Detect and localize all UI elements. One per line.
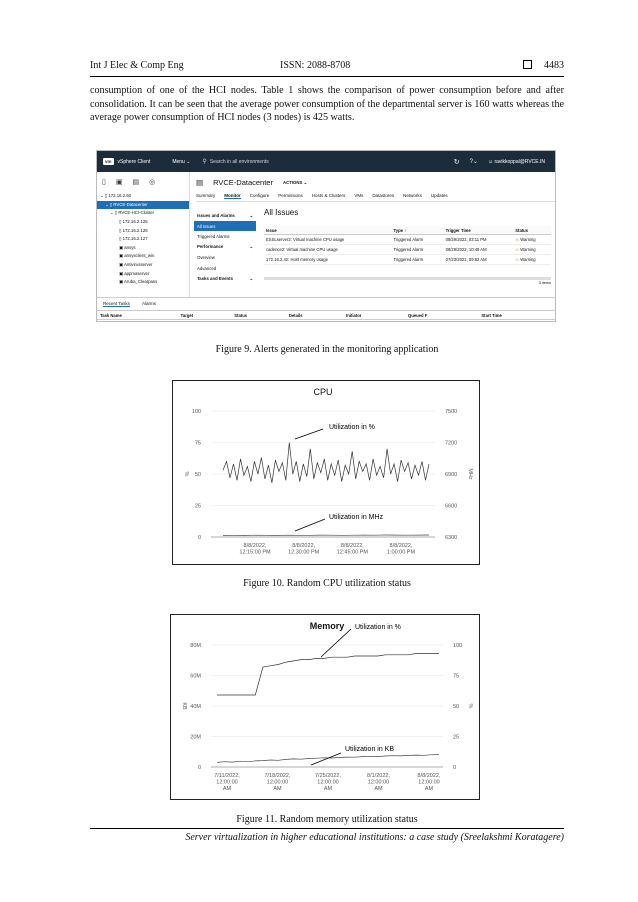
y-axis-label: KB (181, 702, 187, 710)
object-tabs (196, 193, 555, 202)
square-icon (523, 60, 532, 69)
y-tick-label: 0 (197, 535, 201, 541)
y-tick-label: 60M (190, 673, 201, 680)
x-tick-label: 8/1/2022, 12:00:00 AM (367, 773, 390, 792)
y2-tick-label: 100 (453, 643, 463, 649)
running-footer: Server virtualization in higher educational institutions: a case study (Sreelakshmi Koratagere) (185, 832, 564, 843)
tree-item[interactable]: ▯ 172.16.2.125 (119, 219, 148, 225)
issues-alarms-header[interactable]: Issues and Alarms ⌄ (197, 212, 253, 218)
series-line-pct (223, 443, 429, 483)
tab-vms[interactable]: VMs (354, 193, 364, 198)
y2-tick-label: 25 (453, 734, 460, 741)
search-icon: ⚲ (202, 159, 207, 165)
recent-tabs (97, 298, 555, 310)
y2-tick-label: 6600 (445, 503, 458, 510)
tab-configure[interactable]: Configure (249, 193, 270, 198)
y-axis-label: % (183, 471, 189, 477)
col-initiator[interactable]: Initiator (343, 311, 405, 320)
col-trigger-time[interactable]: Trigger Time (444, 226, 514, 235)
datacenter-name: RVCE-Datacenter (213, 178, 273, 187)
chart-title: Memory (309, 621, 345, 631)
tree-item[interactable]: ▣ appmaserver (119, 270, 150, 276)
tree-item[interactable]: ▣ ansys (119, 244, 136, 250)
y2-tick-label: 7500 (445, 409, 458, 415)
items-count: 3 items (538, 281, 551, 285)
tab-alarms[interactable]: Alarms (141, 301, 156, 306)
x-tick-label: 8/8/2022, 12:45:00 PM (336, 543, 368, 556)
table-row[interactable]: 172.16.2.42: Host memory usage Triggered Alarm 07/23/2022, 09:52 AM ⚠ Warning (264, 255, 551, 265)
col-queued-for[interactable]: Queued F (405, 311, 478, 320)
vsphere-topbar (97, 151, 555, 172)
page-number: 4483 (544, 60, 564, 71)
chevron-down-icon: ⌄ (249, 212, 253, 218)
tab-networks[interactable]: Networks (403, 193, 422, 198)
y-tick-label: 50 (194, 472, 201, 478)
figure-9-caption: Figure 9. Alerts generated in the monitoring application (215, 344, 439, 355)
y-tick-label: 80M (190, 643, 201, 649)
issues-panel (264, 208, 551, 285)
y2-tick-label: 7200 (445, 440, 458, 447)
object-title (196, 178, 555, 187)
chevron-down-icon: ⌄ (186, 158, 191, 165)
chevron-down-icon: ⌄ (249, 244, 253, 250)
warning-icon: ⚠ (515, 237, 520, 242)
search-box[interactable] (202, 158, 268, 165)
tree-item[interactable]: ▣ ansysclient_win (119, 253, 155, 259)
annotation-arrow (295, 519, 325, 531)
vms-icon[interactable]: ▣ (115, 179, 123, 186)
tasks-events-header[interactable]: Tasks and Events ⌄ (197, 275, 253, 281)
y2-tick-label: 0 (453, 765, 457, 771)
col-status[interactable]: Status (231, 311, 286, 320)
figure-10-chart (172, 380, 480, 565)
issues-title: All Issues (264, 208, 299, 217)
x-tick-label: 8/8/2022, 12:15:00 PM (239, 543, 271, 556)
annotation-arrow (295, 429, 323, 439)
performance-header[interactable]: Performance ⌄ (197, 244, 253, 250)
inventory-tree (97, 192, 189, 287)
figure-11-chart (170, 614, 480, 800)
annotation-arrow (311, 753, 341, 765)
y-tick-label: 75 (194, 440, 201, 447)
annotation-utilization-kb: Utilization in KB (345, 746, 395, 753)
network-icon[interactable]: ◎ (149, 179, 156, 186)
memory-chart-svg (171, 615, 479, 799)
x-tick-label: 8/8/2022, 12:30:00 PM (288, 543, 320, 556)
topbar-right (454, 158, 545, 166)
warning-icon: ⚠ (515, 257, 520, 262)
col-start-time[interactable]: Start Time (478, 311, 555, 320)
cpu-chart-svg (173, 381, 479, 564)
x-tick-label: 8/8/2022, 12:00:00 AM (417, 773, 441, 792)
issues-table (264, 226, 551, 265)
menu-button[interactable] (172, 159, 190, 165)
actions-menu[interactable]: ACTIONS ⌄ (282, 179, 308, 185)
footer-rule (90, 828, 564, 829)
y-tick-label: 100 (191, 409, 201, 415)
hosts-icon[interactable]: ▯ (102, 179, 106, 186)
recent-tasks-panel (97, 297, 555, 322)
search-placeholder: Search in all environments (209, 158, 269, 165)
chevron-down-icon: ⌄ (249, 275, 253, 281)
tree-item[interactable]: ⌄ ▯ 172.16.2.60 (100, 193, 132, 199)
user-menu[interactable] (488, 159, 545, 165)
main-panel (190, 172, 555, 297)
tab-updates[interactable]: Updates (430, 193, 448, 198)
submenu-triggered-alarms[interactable]: Triggered Alarms (197, 233, 230, 239)
figure-11-caption: Figure 11. Random memory utilization status (236, 814, 418, 825)
figure-10-caption: Figure 10. Random CPU utilization status (243, 578, 411, 589)
x-tick-label: 7/25/2022, 12:00:00 AM (315, 773, 341, 792)
tree-item[interactable]: ▣ Antivirusserver (119, 262, 153, 268)
recent-tasks-table (97, 310, 555, 320)
col-status[interactable]: Status (513, 226, 551, 235)
inventory-sidebar (97, 172, 190, 297)
col-target[interactable]: Target (178, 311, 232, 320)
x-tick-label: 8/8/2022, 1:00:00 PM (386, 543, 416, 556)
col-details[interactable]: Details (286, 311, 343, 320)
help-icon[interactable]: ?⌄ (469, 159, 478, 165)
warning-icon: ⚠ (515, 247, 520, 252)
storage-icon[interactable]: ▤ (132, 179, 140, 186)
header-rule (90, 76, 564, 77)
annotation-arrow (321, 629, 351, 657)
monitor-submenu (194, 210, 256, 284)
submenu-overview[interactable]: Overview (197, 255, 215, 261)
user-icon: ☺ (487, 158, 494, 165)
x-tick-label: 7/11/2022, 12:00:00 AM (214, 773, 240, 792)
tab-datastores[interactable]: Datastores (372, 193, 395, 198)
horizontal-scrollbar[interactable] (264, 277, 551, 280)
body-paragraph: consumption of one of the HCI nodes. Table 1 shows the comparison of power consumption before and after consolidation. It can be seen that the average power consumption of the departmental server is 160 watts whereas the average power consumption of HCI nodes (3 nodes) is 425 watts. (90, 85, 564, 123)
y-tick-label: 20M (190, 734, 201, 741)
chart-title: CPU (313, 387, 333, 397)
tab-monitor[interactable]: Monitor (224, 193, 241, 198)
tree-item[interactable]: ▯ 172.16.2.126 (119, 227, 148, 233)
sidebar-icons (97, 172, 189, 192)
x-tick-label: 7/18/2022, 12:00:00 AM (264, 773, 291, 792)
tab-recent-tasks[interactable]: Recent Tasks (103, 301, 130, 306)
submenu-all-issues[interactable]: All Issues (194, 221, 256, 231)
tree-item-selected[interactable]: ⌄ ▯ RVCE-Datacenter (97, 201, 189, 210)
product-name: vSphere Client (117, 158, 151, 165)
table-row[interactable]: cadence2: Virtual machine CPU usage Triggered Alarm 08/29/2022, 10:49 AM ⚠ Warning (264, 245, 551, 255)
vm-logo: vm (105, 159, 112, 164)
y-tick-label: 0 (197, 765, 201, 771)
issn: ISSN: 2088-8708 (280, 60, 351, 71)
tree-item[interactable]: ▣ Aruba_Clearpass (119, 279, 158, 285)
tab-hosts-clusters[interactable]: Hosts & Clusters (311, 193, 346, 198)
annotation-utilization-pct: Utilization in % (329, 424, 375, 431)
y2-axis-label: % (467, 703, 473, 709)
y2-axis-label: MHz (467, 468, 473, 480)
table-row[interactable]: ESSLserver2: Virtual machine CPU usage Triggered Alarm 08/29/2022, 03:11 PM ⚠ Warning (264, 235, 551, 245)
y-tick-label: 40M (190, 704, 201, 710)
col-type[interactable]: Type ↑ (392, 226, 444, 235)
tree-item[interactable]: ⌄ ▯ RVCE-HCI-Cluster (110, 210, 155, 216)
y2-tick-label: 6900 (445, 472, 458, 478)
col-task-name[interactable]: Task Name (97, 311, 178, 320)
page-number-block (523, 60, 564, 71)
y-tick-label: 25 (194, 503, 201, 510)
y2-tick-label: 50 (453, 704, 460, 710)
menu-label: Menu (172, 158, 185, 165)
figure-9-screenshot (96, 150, 556, 322)
tree-item[interactable]: ▯ 172.16.2.127 (119, 236, 148, 242)
submenu-advanced[interactable]: Advanced (197, 265, 217, 271)
annotation-utilization-mhz: Utilization in MHz (329, 514, 384, 521)
tab-summary[interactable]: Summary (196, 193, 216, 198)
datacenter-icon: ▤ (196, 178, 204, 187)
y2-tick-label: 75 (453, 673, 460, 680)
user-name: ravikkoppal@RVCE.IN (494, 158, 545, 165)
tab-permissions[interactable]: Permissions (278, 193, 303, 198)
y2-tick-label: 6300 (445, 535, 458, 541)
journal-name: Int J Elec & Comp Eng (90, 60, 184, 71)
series-line-pct (217, 654, 439, 696)
refresh-icon[interactable]: ↻ (453, 158, 460, 166)
annotation-utilization-pct: Utilization in % (355, 624, 401, 631)
col-issue[interactable]: Issue (264, 226, 392, 235)
